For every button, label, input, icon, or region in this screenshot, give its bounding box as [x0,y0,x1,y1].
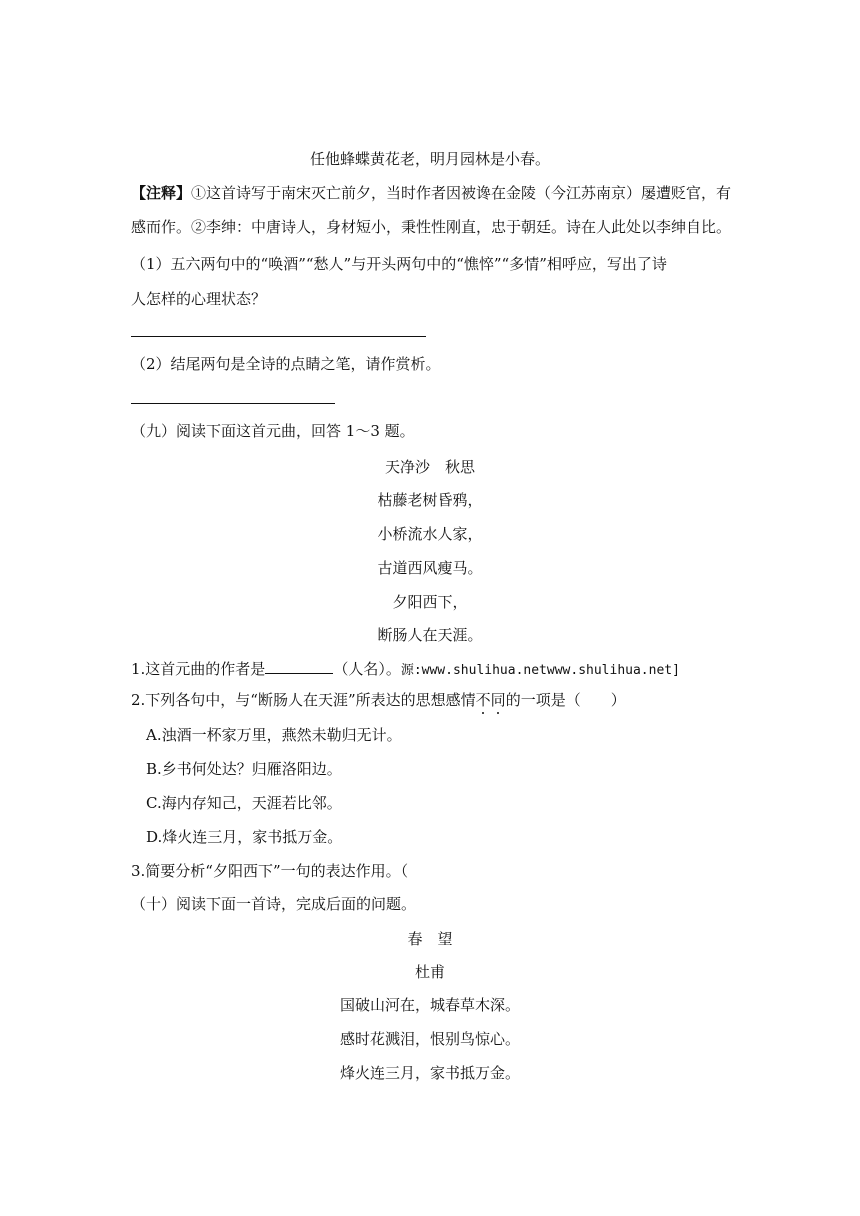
question-2: （2）结尾两句是全诗的点睛之笔，请作赏析。 [131,355,441,373]
section-10-poem-line: 感时花溅泪，恨别鸟惊心。 [339,1030,520,1048]
section-10-poem-title: 春 望 [407,930,453,948]
option-b: B.乡书何处达？归雁洛阳边。 [146,760,342,778]
section-9-question-2 [131,690,626,710]
question-1-line-2: 人怎样的心理状态？ [131,290,267,308]
answer-line-2[interactable] [131,403,335,404]
option-a: A.浊酒一杯家万里，燕然未勒归无计。 [146,726,402,744]
section-10-poem-line: 国破山河在，城春草木深。 [339,996,520,1014]
section-9-poem-title: 天净沙 秋思 [384,458,475,476]
question-1-line-1: （1）五六两句中的“唤酒”“愁人”与开头两句中的“憔悴”“多情”相呼应，写出了诗 [131,255,667,273]
question-1-prefix: 1.这首元曲的作者是 [131,660,266,678]
notes-line-1 [131,183,731,203]
section-9-poem-line: 断肠人在天涯。 [377,626,483,644]
poem-last-line: 任他蜂蝶黄花老，明月园林是小春。 [309,150,550,168]
section-9-poem-line: 小桥流水人家， [377,525,483,543]
answer-line-1[interactable] [131,336,426,337]
author-blank[interactable] [265,659,333,674]
question-2-suffix: 的一项是（ ） [505,691,626,709]
notes-text-1: ①这首诗写于南宋灭亡前夕，当时作者因被谗在金陵（今江苏南京）屡遭贬官，有 [191,184,732,202]
section-10-poem-author: 杜甫 [414,963,445,981]
section-9-poem-line: 古道西风瘦马。 [377,559,483,577]
section-9-question-3: 3.简要分析“夕阳西下”一句的表达作用。（ [131,862,409,880]
notes-line-2: 感而作。②李绅：中唐诗人，身材短小，秉性性刚直，忠于朝廷。诗在人此处以李绅自比。 [131,218,732,236]
option-d: D.烽火连三月，家书抵万金。 [146,828,343,846]
question-2-prefix: 2.下列各句中，与“断肠人在天涯”所表达的思想感情 [131,691,476,709]
option-c: C.海内存知己，天涯若比邻。 [146,794,342,812]
emphasis-char: 同 [490,691,506,709]
emphasis-char: 不 [475,691,491,709]
notes-label: 【注释】 [131,184,192,202]
section-10-heading: （十）阅读下面一首诗，完成后面的问题。 [131,895,417,913]
section-9-heading: （九）阅读下面这首元曲，回答 1～3 题。 [131,422,415,440]
section-9-poem-line: 夕阳西下， [392,593,468,611]
question-1-suffix: （人名）。 [333,660,401,678]
source-note: 源:www.shulihua.netwww.shulihua.net] [400,663,680,678]
section-9-poem-line: 枯藤老树昏鸦， [377,491,483,509]
section-10-poem-line: 烽火连三月，家书抵万金。 [339,1064,520,1082]
section-9-question-1 [131,659,680,681]
